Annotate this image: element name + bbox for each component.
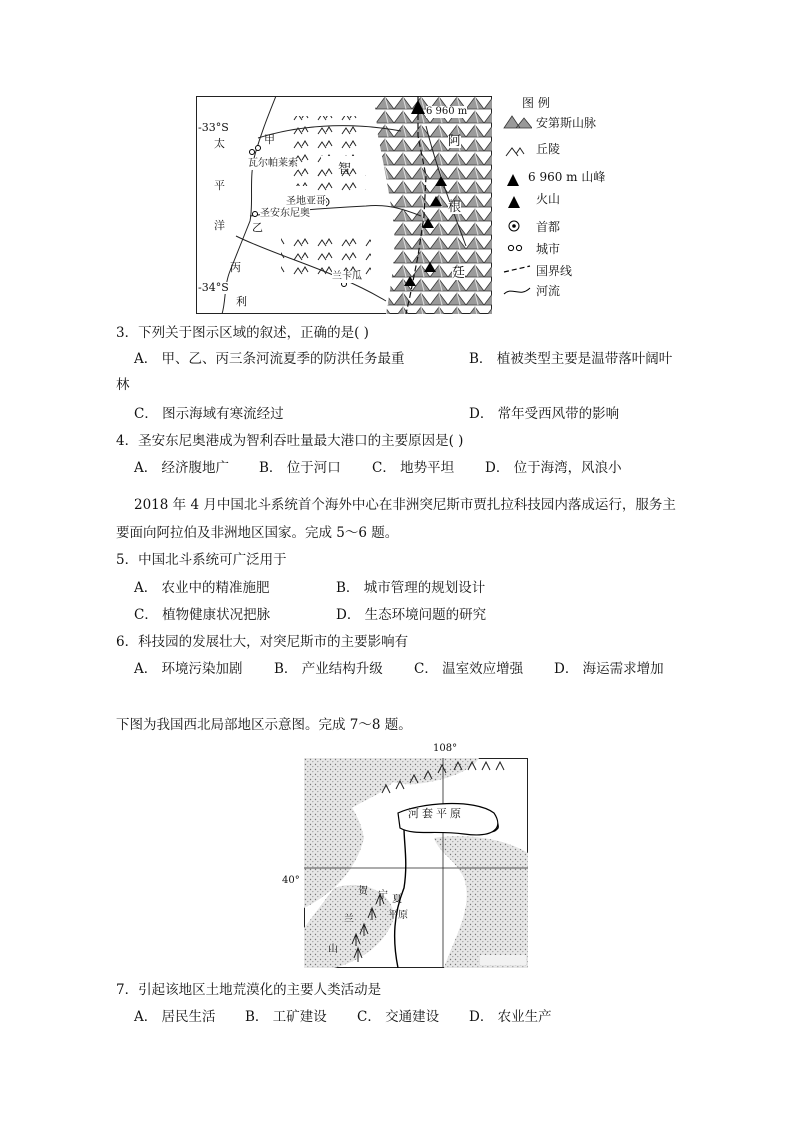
legend-title: 图 例 — [522, 96, 550, 110]
ocean-label-3: 洋 — [214, 219, 225, 232]
hill-legend-icon — [506, 148, 524, 156]
q5-option-d: D． 生态环境问题的研究 — [336, 607, 487, 623]
passage-line-1: 2018 年 4 月中国北斗系统首个海外中心在非洲突尼斯市贾扎拉科技园内落成运行，服务主 — [134, 497, 676, 513]
q3-option-a: A． 甲、乙、丙三条河流夏季的防洪任务最重 — [134, 351, 405, 367]
ningxia-char-1: 宁 — [378, 890, 388, 901]
q6-option-a: A． 环境污染加剧 — [134, 661, 243, 677]
northwest-map-svg — [304, 758, 528, 968]
country-label-zhi: 智 — [338, 162, 352, 177]
country-label-a: 阿 — [448, 134, 462, 149]
map-legend — [502, 94, 662, 304]
lat-top-label: -33°S — [198, 121, 229, 134]
q7-option-d: D． 农业生产 — [469, 1009, 552, 1025]
city-icon — [256, 146, 261, 151]
lat-40-label: 40° — [282, 875, 300, 886]
peak-elevation-label: 6 960 m — [426, 106, 468, 117]
ocean-label-1: 太 — [214, 137, 225, 150]
q3-option-c: C． 图示海域有寒流经过 — [134, 406, 284, 422]
helan-char-3: 山 — [328, 944, 338, 955]
q4-option-d: D． 位于海湾，风浪小 — [485, 460, 622, 476]
q5-stem: 5．中国北斗系统可广泛用于 — [116, 552, 287, 568]
country-label-li: 利 — [236, 295, 247, 308]
country-label-ting: 廷 — [452, 266, 466, 281]
volcano-legend-icon — [508, 196, 520, 208]
q5-option-c: C． 植物健康状况把脉 — [134, 607, 271, 623]
legend-item-volcano: 火山 — [536, 192, 561, 206]
city-legend-icon — [508, 245, 513, 250]
legend-item-capital: 首都 — [536, 220, 561, 234]
q6-option-b: B． 产业结构升级 — [274, 661, 383, 677]
river-label-jia: 甲 — [264, 133, 275, 146]
hetao-plain-label: 河套平原 — [408, 807, 464, 820]
lon-108-label: 108° — [433, 743, 458, 754]
q3-option-d: D． 常年受西风带的影响 — [469, 406, 620, 422]
andes-legend-icon — [504, 116, 532, 128]
river-label-yi: 乙 — [252, 221, 263, 234]
peak-legend-icon — [507, 174, 519, 186]
legend-item-andes: 安第斯山脉 — [536, 116, 597, 130]
legend-item-city: 城市 — [536, 242, 561, 256]
q6-option-c: C． 温室效应增强 — [414, 661, 524, 677]
lat-bottom-label: -34°S — [198, 281, 229, 294]
q3-stem: 3．下列关于图示区域的叙述，正确的是( ) — [116, 325, 369, 341]
q4-option-c: C． 地势平坦 — [372, 460, 455, 476]
q5-option-a: A． 农业中的精准施肥 — [134, 580, 270, 596]
legend-item-border: 国界线 — [536, 264, 573, 278]
q6-option-d: D． 海运需求增加 — [554, 661, 664, 677]
chile-map — [196, 96, 492, 314]
city-icon — [253, 212, 258, 217]
legend-item-hills: 丘陵 — [536, 142, 561, 156]
q7-option-a: A． 居民生活 — [134, 1009, 216, 1025]
city-label-valparaiso: 瓦尔帕莱索 — [248, 158, 298, 169]
q7-stem: 7．引起该地区土地荒漠化的主要人类活动是 — [116, 982, 382, 998]
legend-item-river: 河流 — [536, 284, 561, 298]
q3-option-b: B． 植被类型主要是温带落叶阔叶 — [469, 351, 673, 367]
city-icon — [250, 150, 255, 155]
ningxia-char-2: 夏 — [392, 894, 402, 905]
intro-q7-8: 下图为我国西北局部地区示意图。完成 7～8 题。 — [116, 717, 412, 733]
river-label-bing: 丙 — [230, 261, 241, 274]
q4-option-b: B． 位于河口 — [259, 460, 341, 476]
q5-option-b: B． 城市管理的规划设计 — [336, 580, 486, 596]
river-legend-icon — [504, 288, 530, 294]
northwest-china-map — [304, 758, 528, 968]
passage-line-2: 要面向阿拉伯及非洲地区国家。完成 5～6 题。 — [116, 525, 399, 541]
helan-char-2: 兰 — [344, 914, 354, 925]
ningxia-char-4: 原 — [398, 910, 408, 921]
q7-option-b: B． 工矿建设 — [245, 1009, 327, 1025]
city-label-santiago: 圣地亚哥 — [286, 196, 326, 207]
q6-stem: 6．科技园的发展壮大，对突尼斯市的主要影响有 — [116, 634, 409, 650]
q3-option-b-cont: 林 — [116, 377, 130, 393]
q7-option-c: C． 交通建设 — [357, 1009, 440, 1025]
country-label-gen: 根 — [448, 200, 462, 215]
city-label-san-antonio: 圣安东尼奥 — [260, 208, 310, 219]
ningxia-char-3: 平 — [388, 910, 398, 921]
ocean-label-2: 平 — [214, 179, 225, 192]
city-label-rancagua: 兰卡瓜 — [332, 271, 362, 282]
helan-char-1: 贺 — [358, 886, 368, 897]
border-legend-icon — [504, 266, 530, 272]
legend-item-peak: 6 960 m 山峰 — [528, 170, 606, 184]
q4-stem: 4．圣安东尼奥港成为智利吞吐量最大港口的主要原因是( ) — [116, 433, 464, 449]
q4-option-a: A． 经济腹地广 — [134, 460, 230, 476]
